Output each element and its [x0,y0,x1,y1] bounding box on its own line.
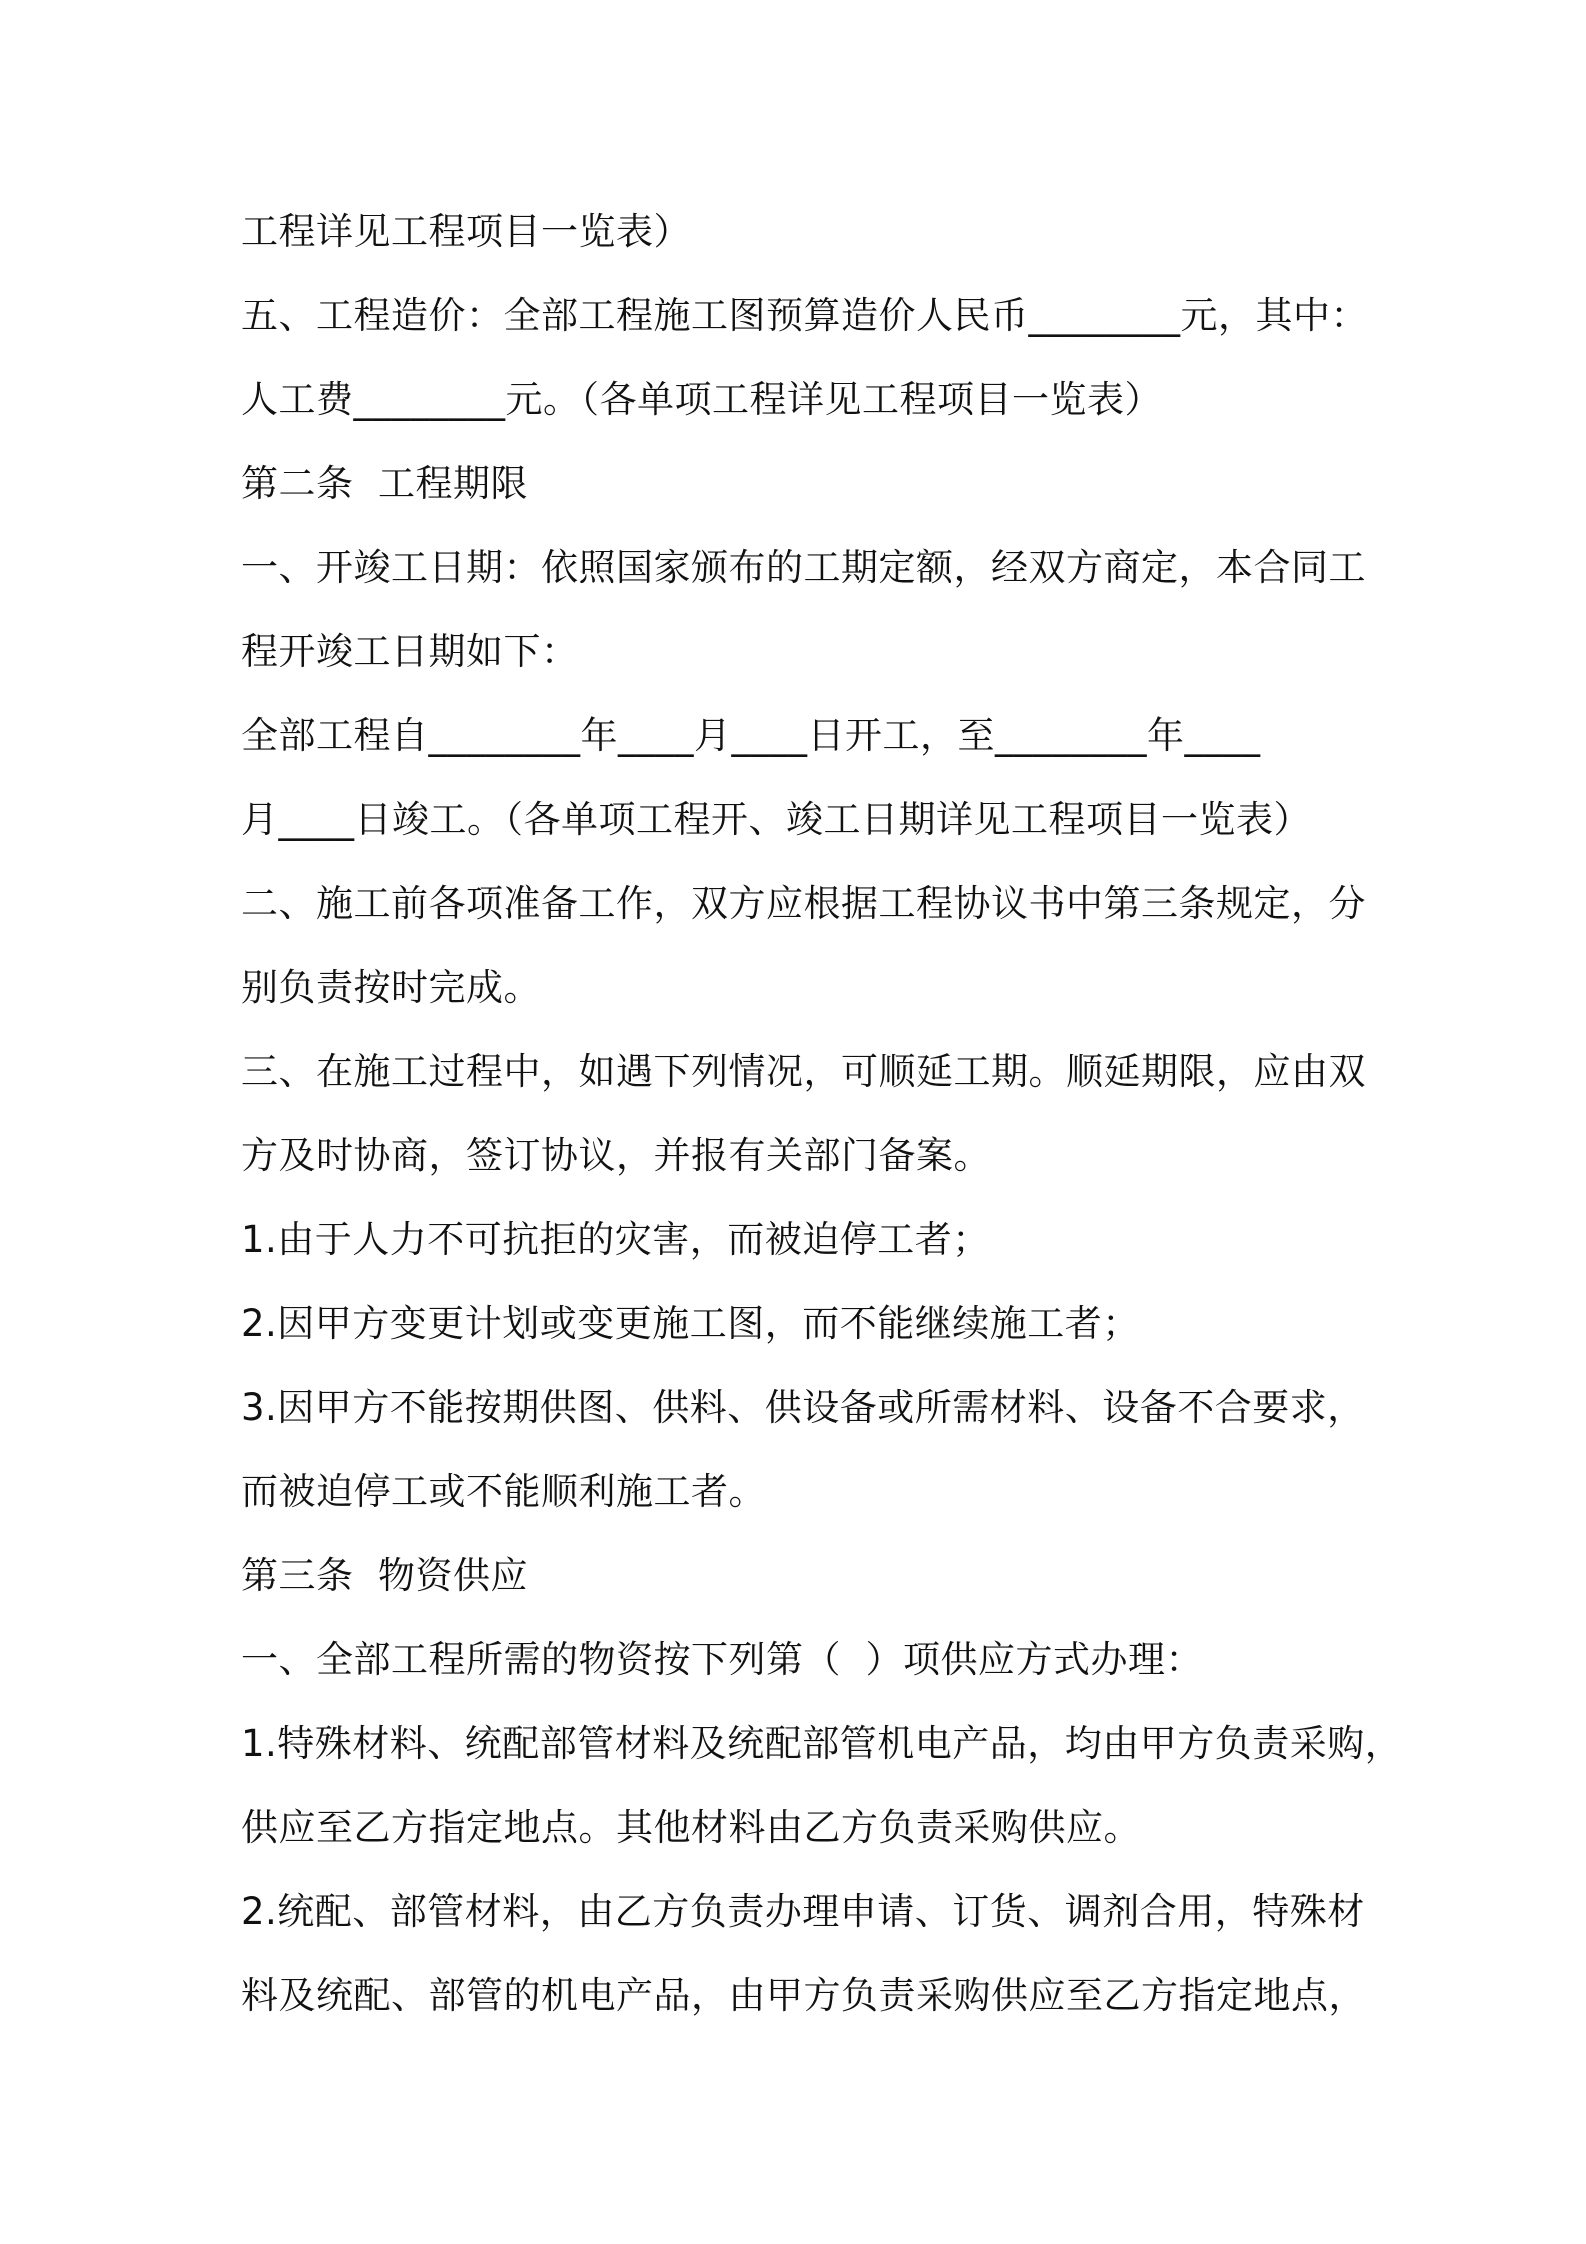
text-line: 方及时协商，签订协议，并报有关部门备案。 [241,1134,991,1177]
text-line: 一、开竣工日期：依照国家颁布的工期定额，经双方商定，本合同工 [241,546,1366,589]
list-item: 3.因甲方不能按期供图、供料、供设备或所需材料、设备不合要求， [241,1386,1365,1429]
text-line: 工程详见工程项目一览表） [241,210,691,253]
section-heading: 第二条 工程期限 [241,462,529,505]
text-line: 全部工程自________年____月____日开工，至________年____ [241,714,1261,757]
text-line: 别负责按时完成。 [241,966,541,1009]
section-heading: 第三条 物资供应 [241,1554,529,1597]
text-line: 料及统配、部管的机电产品，由甲方负责采购供应至乙方指定地点， [241,1974,1366,2017]
text-line: 程开竣工日期如下： [241,630,579,673]
text-line: 月____日竣工。（各单项工程开、竣工日期详见工程项目一览表） [241,798,1311,841]
text-line: 三、在施工过程中，如遇下列情况，可顺延工期。顺延期限，应由双 [241,1050,1366,1093]
text-line: 人工费________元。（各单项工程详见工程项目一览表） [241,378,1162,421]
text-line: 供应至乙方指定地点。其他材料由乙方负责采购供应。 [241,1806,1141,1849]
list-item: 2.因甲方变更计划或变更施工图，而不能继续施工者； [241,1302,1140,1345]
text-line: 而被迫停工或不能顺利施工者。 [241,1470,766,1513]
text-line: 五、工程造价：全部工程施工图预算造价人民币________元，其中： [241,294,1368,337]
list-item: 1.由于人力不可抗拒的灾害，而被迫停工者； [241,1218,990,1261]
text-line: 一、全部工程所需的物资按下列第（ ）项供应方式办理： [241,1638,1204,1681]
list-item: 1.特殊材料、统配部管材料及统配部管机电产品，均由甲方负责采购， [241,1722,1403,1765]
text-line: 二、施工前各项准备工作，双方应根据工程协议书中第三条规定，分 [241,882,1366,925]
document-body [241,198,1403,2046]
list-item: 2.统配、部管材料，由乙方负责办理申请、订货、调剂合用，特殊材 [241,1890,1365,1933]
